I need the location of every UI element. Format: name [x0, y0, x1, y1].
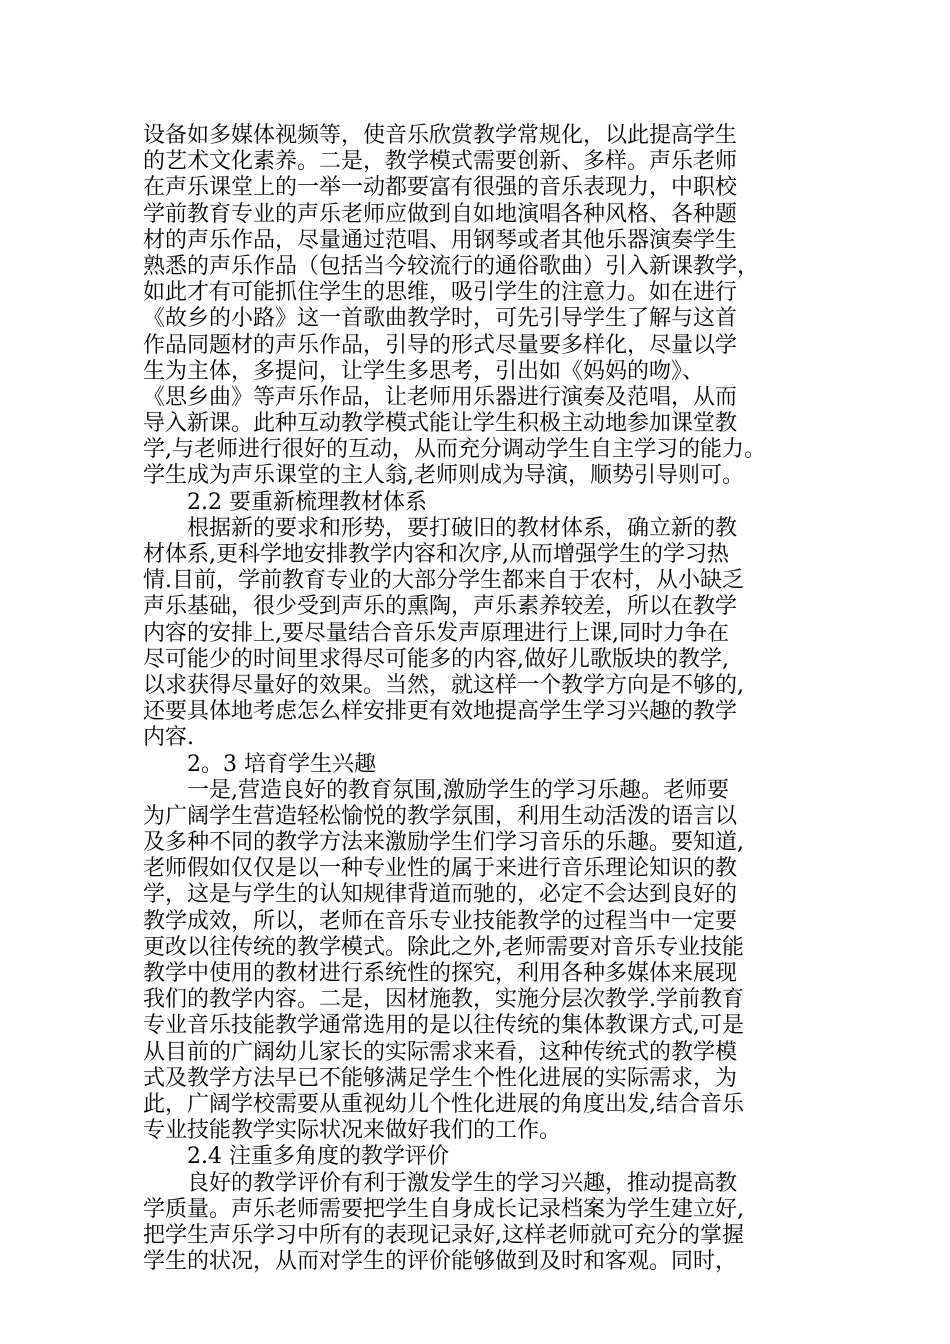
text-line: 的艺术文化素养。二是，教学模式需要创新、多样。声乐老师 [143, 149, 738, 175]
text-line: 根据新的要求和形势，要打破旧的教材体系，确立新的教 [187, 515, 738, 541]
text-line: 为广阔学生营造轻松愉悦的教学氛围，利用生动活泼的语言以 [143, 803, 738, 829]
text-line: 学前教育专业的声乐老师应做到自如地演唱各种风格、各种题 [143, 201, 738, 227]
text-line: 以求获得尽量好的效果。当然，就这样一个教学方向是不够的, [143, 672, 744, 698]
text-line: 学生成为声乐课堂的主人翁,老师则成为导演，顺势引导则可。 [143, 463, 744, 489]
text-line: 专业技能教学实际状况来做好我们的工作。 [143, 1118, 562, 1144]
text-line: 式及教学方法早已不能够满足学生个性化进展的实际需求，为 [143, 1065, 738, 1091]
text-line: 尽可能少的时间里求得尽可能多的内容,做好儿歌版块的教学, [143, 646, 729, 672]
text-line: 教学成效，所以，老师在音乐专业技能教学的过程当中一定要 [143, 908, 738, 934]
document-body [143, 123, 813, 1275]
text-line: 2.4 注重多角度的教学评价 [187, 1144, 449, 1170]
text-line: 《故乡的小路》这一首歌曲教学时，可先引导学生了解与这首 [143, 306, 738, 332]
text-line: 学，这是与学生的认知规律背道而驰的，必定不会达到良好的 [143, 882, 738, 908]
text-line: 学,与老师进行很好的互动，从而充分调动学生自主学习的能力。 [143, 437, 766, 463]
text-line: 良好的教学评价有利于激发学生的学习兴趣，推动提高教 [187, 1170, 738, 1196]
text-line: 声乐基础，很少受到声乐的熏陶，声乐素养较差，所以在教学 [143, 594, 738, 620]
text-line: 内容. [143, 725, 194, 751]
text-line: 学生的状况，从而对学生的评价能够做到及时和客观。同时， [143, 1249, 738, 1275]
text-line: 作品同题材的声乐作品，引导的形式尽量要多样化，尽量以学 [143, 332, 738, 358]
text-line: 教学中使用的教材进行系统性的探究，利用各种多媒体来展现 [143, 961, 738, 986]
text-line: 我们的教学内容。二是，因材施教，实施分层次教学.学前教育 [143, 987, 744, 1013]
text-line: 及多种不同的教学方法来激励学生们学习音乐的乐趣。要知道, [143, 830, 744, 856]
text-line: 导入新课。此种互动教学模式能让学生积极主动地参加课堂教 [143, 411, 738, 437]
text-line: 熟悉的声乐作品（包括当今较流行的通俗歌曲）引入新课教学， [143, 253, 760, 279]
text-line: 专业音乐技能教学通常选用的是以往传统的集体教课方式,可是 [143, 1013, 744, 1039]
text-line: 一是,营造良好的教育氛围,激励学生的学习乐趣。老师要 [187, 777, 729, 803]
text-line: 在声乐课堂上的一举一动都要富有很强的音乐表现力，中职校 [143, 175, 738, 201]
text-line: 设备如多媒体视频等，使音乐欣赏教学常规化，以此提高学生 [143, 123, 738, 148]
text-line: 老师假如仅仅是以一种专业性的属于来进行音乐理论知识的教 [143, 856, 738, 882]
text-line: 生为主体，多提问，让学生多思考，引出如《妈妈的吻》、 [143, 358, 705, 384]
text-line: 从目前的广阔幼儿家长的实际需求来看，这种传统式的教学模 [143, 1039, 738, 1065]
text-line: 此，广阔学校需要从重视幼儿个性化进展的角度出发,结合音乐 [143, 1091, 744, 1117]
text-line: 学质量。声乐老师需要把学生自身成长记录档案为学生建立好, [143, 1196, 744, 1222]
text-line: 2。3 培育学生兴趣 [187, 751, 376, 777]
text-line: 还要具体地考虑怎么样安排更有效地提高学生学习兴趣的教学 [143, 699, 738, 725]
text-line: 材的声乐作品，尽量通过范唱、用钢琴或者其他乐器演奏学生 [143, 227, 738, 253]
text-line: 内容的安排上,要尽量结合音乐发声原理进行上课,同时力争在 [143, 620, 729, 646]
text-line: 把学生声乐学习中所有的表现记录好,这样老师就可充分的掌握 [143, 1222, 744, 1248]
text-line: 2.2 要重新梳理教材体系 [187, 489, 427, 515]
text-line: 如此才有可能抓住学生的思维，吸引学生的注意力。如在进行 [143, 280, 738, 306]
text-line: 更改以往传统的教学模式。除此之外,老师需要对音乐专业技能 [143, 934, 744, 960]
text-line: 情.目前，学前教育专业的大部分学生都来自于农村，从小缺乏 [143, 568, 744, 594]
text-line: 《思乡曲》等声乐作品，让老师用乐器进行演奏及范唱，从而 [143, 384, 738, 410]
text-line: 材体系,更科学地安排教学内容和次序,从而增强学生的学习热 [143, 542, 729, 567]
